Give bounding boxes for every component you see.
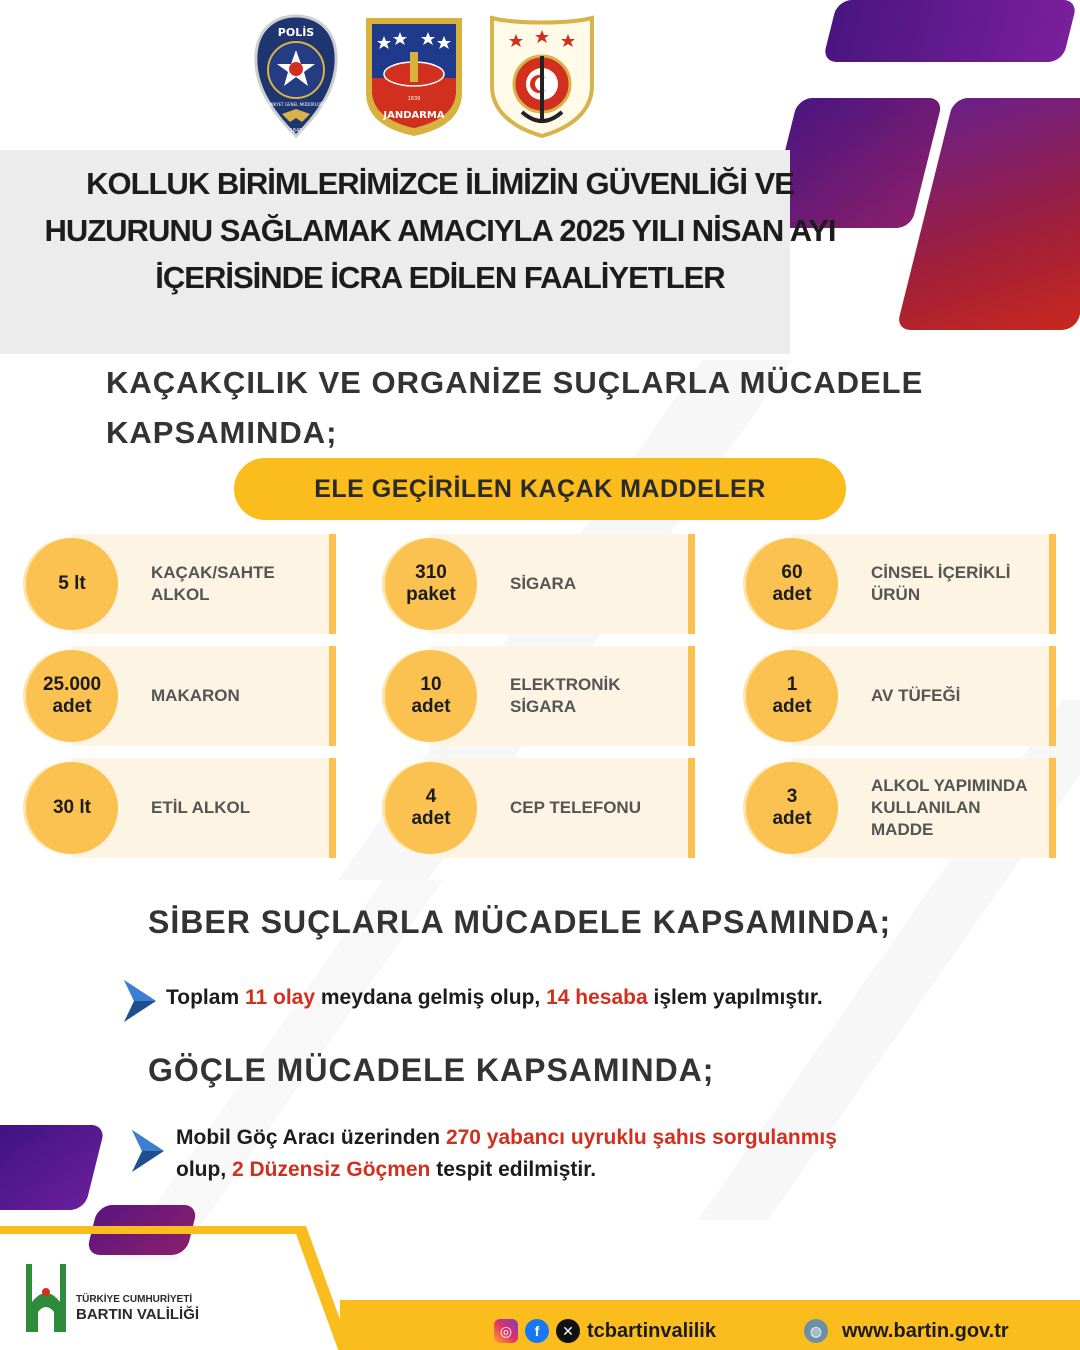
migration-queried-count: 270 yabancı uyruklu şahıs sorgulanmış <box>445 1126 837 1149</box>
seized-item-label: ALKOL YAPIMINDA KULLANILAN MADDE <box>871 776 1028 839</box>
cyber-incident-count: 11 olay <box>244 986 316 1009</box>
social-handle[interactable]: tcbartinvalilik <box>587 1319 716 1342</box>
seized-item-card <box>26 646 336 746</box>
decor-shape <box>822 0 1077 62</box>
seized-item-label: AV TÜFEĞİ <box>871 686 961 705</box>
migration-irregular-count: 2 Düzensiz Göçmen <box>232 1158 431 1181</box>
migration-text-1: Mobil Göç Aracı üzerinden <box>176 1126 446 1149</box>
migration-text-2: olup, <box>176 1158 232 1181</box>
seized-item-label: MAKARON <box>151 686 240 705</box>
footer-org-line-1: TÜRKİYE CUMHURİYETİ <box>76 1294 193 1305</box>
x-icon[interactable]: ✕ <box>556 1319 580 1343</box>
migration-text-3: tespit edilmiştir. <box>430 1158 597 1181</box>
facebook-icon[interactable]: f <box>525 1319 549 1343</box>
seized-item-card <box>385 646 695 746</box>
seized-item-card <box>26 534 336 634</box>
police-logo <box>252 14 340 138</box>
migration-summary <box>176 1122 976 1186</box>
jandarma-logo-year: 1839 <box>407 96 421 102</box>
jandarma-logo-text: JANDARMA <box>383 110 445 121</box>
globe-icon: ◍ <box>804 1319 828 1343</box>
footer-org-name <box>76 1294 199 1323</box>
migration-line-1 <box>176 1122 976 1154</box>
instagram-icon[interactable]: ◎ <box>494 1319 518 1343</box>
jandarma-logo <box>362 14 466 138</box>
seized-item-card <box>746 646 1056 746</box>
cyber-text-3: işlem yapılmıştır. <box>647 986 823 1009</box>
seized-item-quantity: 4 adet <box>385 762 477 854</box>
page-title: KOLLUK BİRİMLERİMİZCE İLİMİZİN GÜVENLİĞİ VE HUZURUNU SAĞLAMAK AMACIYLA 2025 YILI NİSAN AYI İÇERİSİNDE İCRA EDİLEN FAALİYETLER <box>44 166 836 295</box>
seized-item-quantity: 3 adet <box>746 762 838 854</box>
seized-item-quantity: 30 lt <box>26 762 118 854</box>
migration-line-2 <box>176 1154 976 1186</box>
footer-accent-line <box>0 1226 270 1234</box>
police-logo-year: 1845 <box>289 128 303 134</box>
cyber-summary <box>166 986 823 1010</box>
seized-item-card <box>746 758 1056 858</box>
chevron-right-icon <box>130 1128 166 1174</box>
bartin-valilik-logo-icon <box>24 1262 68 1334</box>
chevron-right-icon <box>122 978 158 1024</box>
footer-org-line-2: BARTIN VALİLİĞİ <box>76 1306 200 1323</box>
seized-item-quantity: 1 adet <box>746 650 838 742</box>
police-logo-ring-text: EMNİYET GENEL MÜDÜRLÜĞÜ <box>266 102 326 107</box>
seized-item-label: ELEKTRONİK SİGARA <box>510 675 621 716</box>
seized-items-pill: ELE GEÇİRİLEN KAÇAK MADDELER <box>234 458 846 520</box>
seized-item-label: ETİL ALKOL <box>151 798 251 817</box>
seized-item-label: CİNSEL İÇERİKLİ ÜRÜN <box>871 563 1011 604</box>
seized-item-label: CEP TELEFONU <box>510 798 641 817</box>
seized-item-label: SİGARA <box>510 574 577 593</box>
migration-heading: GÖÇLE MÜCADELE KAPSAMINDA; <box>148 1052 715 1088</box>
seized-item-quantity: 310 paket <box>385 538 477 630</box>
seized-item-quantity: 5 lt <box>26 538 118 630</box>
seized-item-card <box>26 758 336 858</box>
cyber-heading: SİBER SUÇLARLA MÜCADELE KAPSAMINDA; <box>148 904 892 940</box>
seized-item-card <box>385 758 695 858</box>
smuggling-heading: KAÇAKÇILIK VE ORGANİZE SUÇLARLA MÜCADELE KAPSAMINDA; <box>106 365 924 450</box>
website-link <box>804 1318 1009 1344</box>
police-logo-top-text: POLİS <box>277 26 315 39</box>
seized-item-label: KAÇAK/SAHTE ALKOL <box>151 563 275 604</box>
cyber-account-count: 14 hesaba <box>546 986 648 1009</box>
seized-item-card <box>746 534 1056 634</box>
seized-item-quantity: 25.000 adet <box>26 650 118 742</box>
seized-item-card <box>385 534 695 634</box>
cyber-text-1: Toplam <box>166 986 245 1009</box>
cyber-text-2: meydana gelmiş olup, <box>315 986 547 1009</box>
website-url[interactable]: www.bartin.gov.tr <box>842 1319 1009 1342</box>
social-links <box>494 1318 716 1344</box>
seized-item-quantity: 60 adet <box>746 538 838 630</box>
seized-item-quantity: 10 adet <box>385 650 477 742</box>
coast-guard-logo <box>486 12 598 140</box>
decor-shape <box>0 1125 106 1210</box>
